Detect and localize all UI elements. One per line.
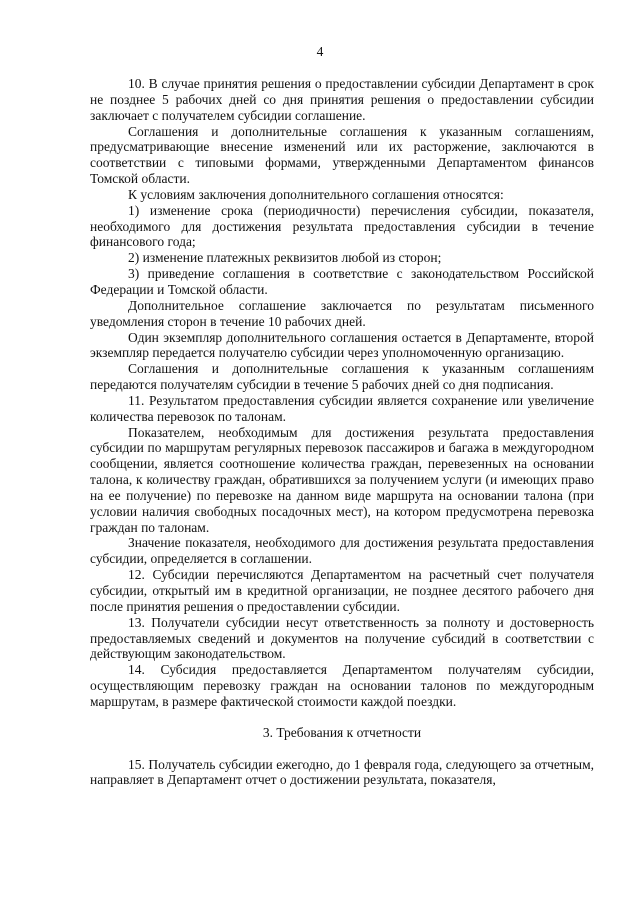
document-body: [90, 76, 594, 788]
paragraph-15: 15. Получатель субсидии ежегодно, до 1 февраля года, следующего за отчетным, направляет в Департамент отчет о достижении результата, показателя,: [90, 756, 594, 788]
paragraph-additional-agreement: Дополнительное соглашение заключается по результатам письменного уведомления сторон в течение 10 рабочих дней.: [90, 297, 594, 329]
paragraph-transfer: Соглашения и дополнительные соглашения к указанным соглашениям передаются получателям субсидии в течение 5 рабочих дней со дня подписания.: [90, 361, 594, 393]
page-number: 4: [316, 44, 324, 59]
paragraph-agreements-forms: Соглашения и дополнительные соглашения к указанным соглашениям, предусматривающие внесение изменений или их расторжение, заключаются в соответствии с типовыми формами, утвержденными Департаментом финансов Томской области.: [90, 123, 594, 187]
list-item-3: 3) приведение соглашения в соответствие с законодательством Российской Федерации и Томской области.: [90, 266, 594, 297]
paragraph-copies: Один экземпляр дополнительного соглашения остается в Департаменте, второй экземпляр передается получателю субсидии через уполномоченную организацию.: [90, 329, 594, 361]
paragraph-13: 13. Получатели субсидии несут ответственность за полноту и достоверность предоставляемых сведений и документов на получение субсидий в соответствии с действующим законодательством.: [90, 614, 594, 662]
paragraph-indicator: Показателем, необходимым для достижения результата предоставления субсидии по маршрутам регулярных перевозок пассажиров и багажа в междугородном сообщении, является соотношение количества граждан, перевезенных на основании талона, к количеству граждан, обратившихся за получением услуги (и имеющих право на ее получение) по перевозке на данном виде маршрута на основании талона (при условии наличия свободных посадочных мест), на котором предусмотрена перевозка граждан по талонам.: [90, 424, 594, 535]
list-item-1: 1) изменение срока (периодичности) перечисления субсидии, показателя, необходимого для достижения результата предоставления субсидии в течение финансового года;: [90, 202, 594, 250]
section-heading: 3. Требования к отчетности: [262, 724, 422, 740]
paragraph-10: 10. В случае принятия решения о предоставлении субсидии Департамент в срок не позднее 5 рабочих дней со дня принятия решения о предоставлении субсидии заключает с получателем субсидии соглашение.: [90, 76, 594, 123]
paragraph-conditions-intro: К условиям заключения дополнительного соглашения относятся:: [128, 186, 504, 202]
paragraph-12: 12. Субсидии перечисляются Департаментом на расчетный счет получателя субсидии, открытый им в кредитной организации, не позднее десятого рабочего дня после принятия решения о предоставлении субсидии.: [90, 567, 594, 614]
paragraph-11: 11. Результатом предоставления субсидии является сохранение или увеличение количества перевозок по талонам.: [90, 392, 594, 424]
paragraph-indicator-value: Значение показателя, необходимого для достижения результата предоставления субсидии, определяется в соглашении.: [90, 535, 594, 567]
list-item-2: 2) изменение платежных реквизитов любой из сторон;: [128, 250, 442, 266]
paragraph-14: 14. Субсидия предоставляется Департаментом получателям субсидии, осуществляющим перевозку граждан на основании талонов по междугородным маршрутам, в размере фактической стоимости каждой поездки.: [90, 662, 594, 709]
